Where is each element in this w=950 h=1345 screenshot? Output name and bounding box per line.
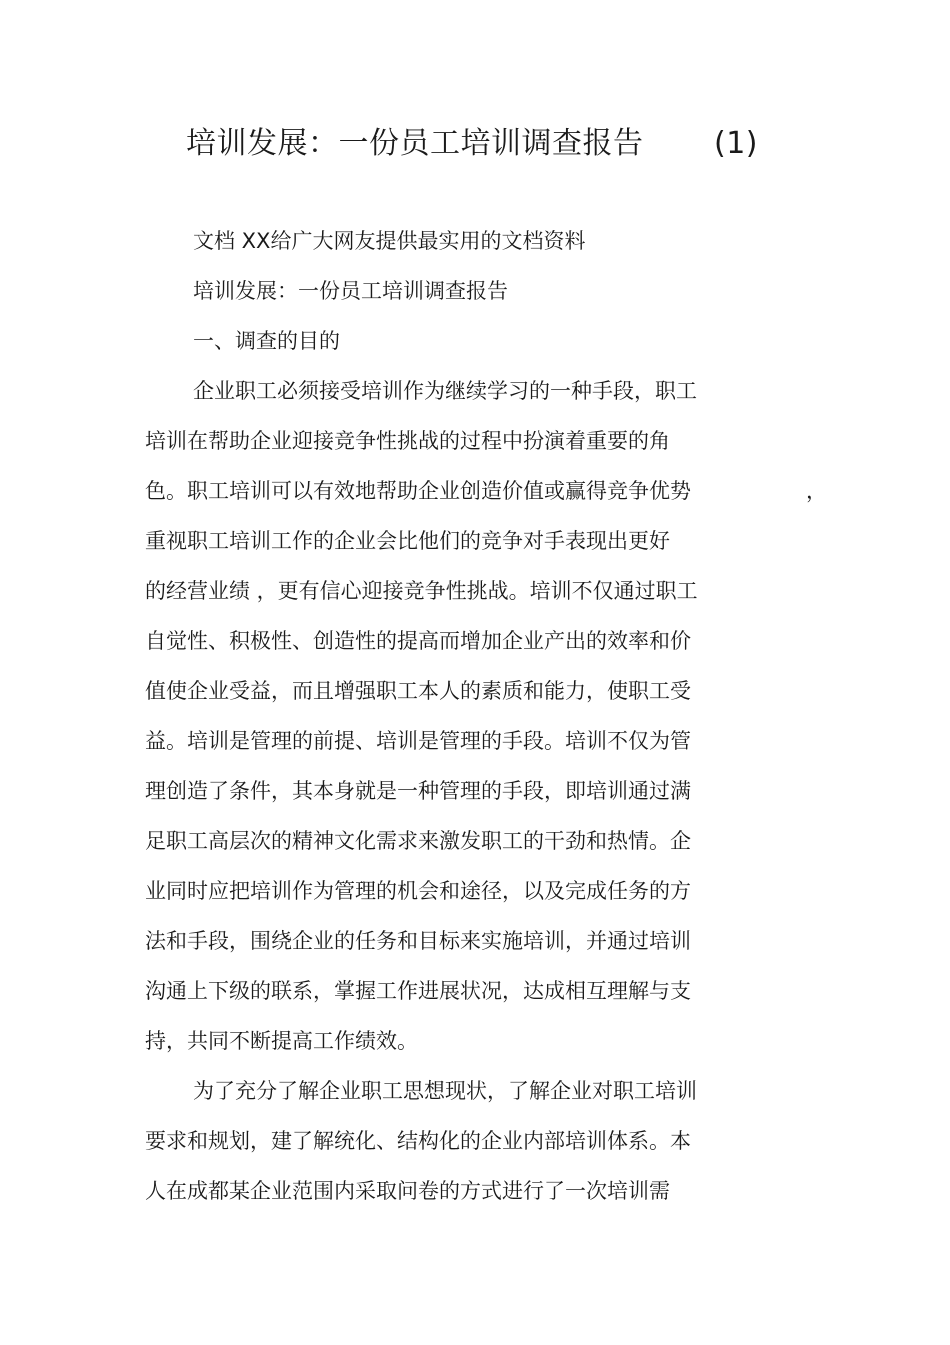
paragraph-line: 值使企业受益，而且增强职工本人的素质和能力，使职工受	[145, 679, 691, 703]
title-suffix: (1)	[714, 126, 758, 161]
document-title	[186, 122, 786, 166]
paragraph-line: 为了充分了解企业职工思想现状，了解企业对职工培训	[193, 1079, 697, 1103]
paragraph-line: 人在成都某企业范围内采取问卷的方式进行了一次培训需	[145, 1179, 670, 1203]
title-text: 培训发展：一份员工培训调查报告	[186, 126, 644, 161]
intro-line: 文档 XX给广大网友提供最实用的文档资料	[193, 229, 586, 253]
paragraph-line: 企业职工必须接受培训作为继续学习的一种手段，职工	[193, 379, 697, 403]
paragraph-line: 业同时应把培训作为管理的机会和途径，以及完成任务的方	[145, 879, 691, 903]
paragraph-line: 重视职工培训工作的企业会比他们的竞争对手表现出更好	[145, 529, 670, 553]
stray-comma: ，	[806, 479, 827, 503]
section-heading: 一、调查的目的	[193, 329, 340, 353]
paragraph-line: 的经营业绩 ，更有信心迎接竞争性挑战。培训不仅通过职工	[145, 579, 698, 603]
paragraph-line: 沟通上下级的联系，掌握工作进展状况，达成相互理解与支	[145, 979, 691, 1003]
paragraph-line: 法和手段，围绕企业的任务和目标来实施培训，并通过培训	[145, 929, 691, 953]
paragraph-line: 足职工高层次的精神文化需求来激发职工的干劲和热情。企	[145, 829, 691, 853]
paragraph-line: 色。职工培训可以有效地帮助企业创造价值或赢得竞争优势	[145, 479, 691, 503]
paragraph-line: 培训在帮助企业迎接竞争性挑战的过程中扮演着重要的角	[145, 429, 670, 453]
paragraph-line: 理创造了条件，其本身就是一种管理的手段，即培训通过满	[145, 779, 691, 803]
paragraph-line: 持，共同不断提高工作绩效。	[145, 1029, 418, 1053]
paragraph-line: 益。培训是管理的前提、培训是管理的手段。培训不仅为管	[145, 729, 691, 753]
paragraph-line: 自觉性、积极性、创造性的提高而增加企业产出的效率和价	[145, 629, 691, 653]
paragraph-line: 要求和规划，建了解统化、结构化的企业内部培训体系。本	[145, 1129, 691, 1153]
subtitle-line: 培训发展：一份员工培训调查报告	[193, 279, 508, 303]
